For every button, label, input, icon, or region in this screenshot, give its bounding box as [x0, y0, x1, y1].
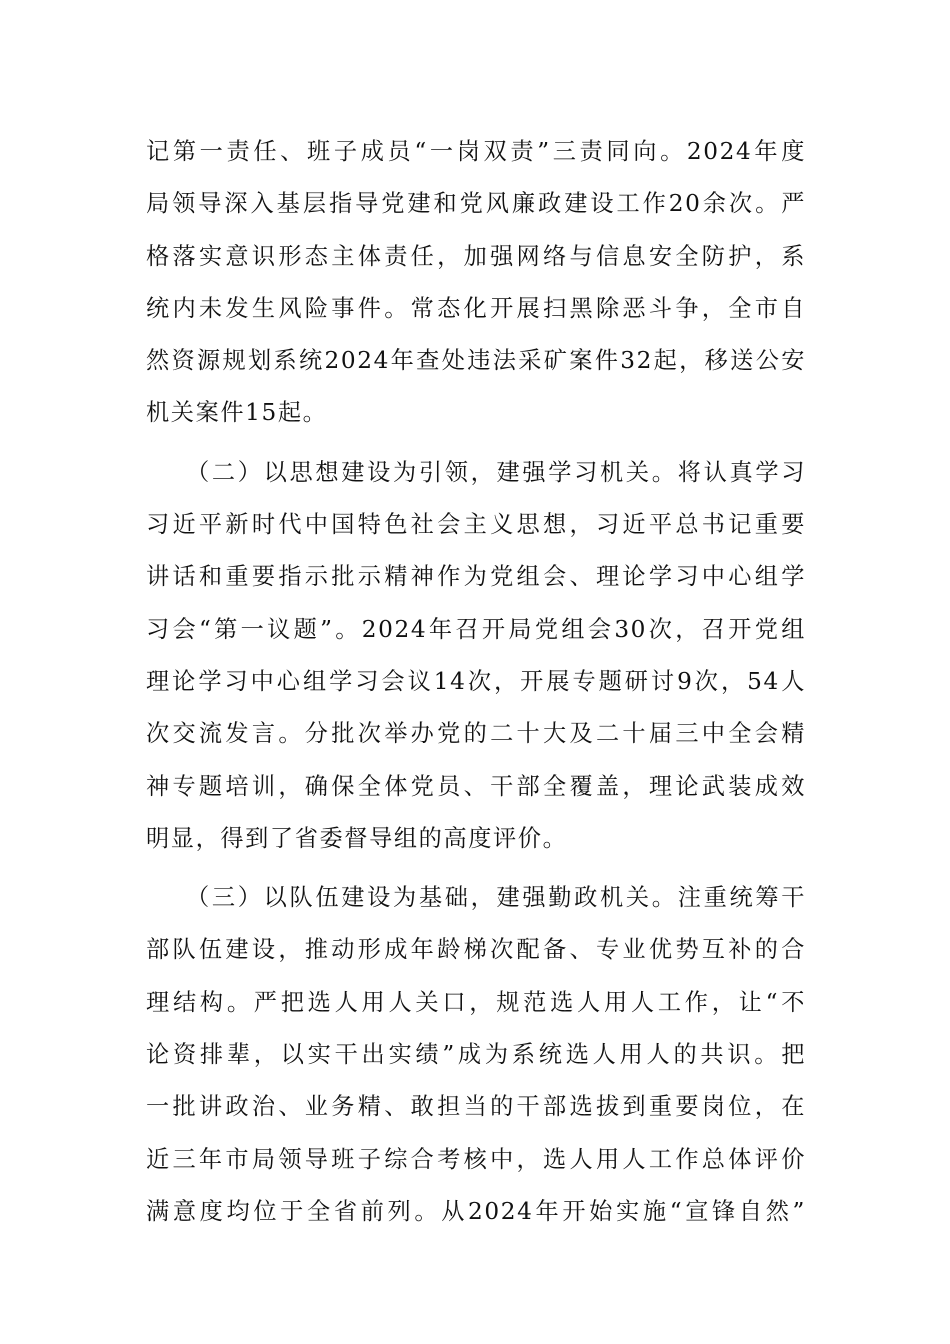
paragraph-3 [146, 878, 806, 1244]
text-line: 论资排辈，以实干出实绩”成为系统选人用人的共识。把 [146, 1041, 806, 1069]
text-line: 习近平新时代中国特色社会主义思想，习近平总书记重要 [146, 511, 806, 539]
text-line: 格落实意识形态主体责任，加强网络与信息安全防护，系 [146, 242, 806, 270]
text-line: 机关案件15起。 [146, 399, 328, 427]
text-line: 次交流发言。分批次举办党的二十大及二十届三中全会精 [146, 720, 806, 748]
text-line: 习会“第一议题”。2024年召开局党组会30次，召开党组 [146, 615, 806, 643]
text-line: 一批讲政治、业务精、敢担当的干部选拔到重要岗位，在 [146, 1093, 806, 1121]
text-line: （三）以队伍建设为基础，建强勤政机关。注重统筹干 [186, 884, 806, 912]
text-line: 明显，得到了省委督导组的高度评价。 [146, 824, 568, 852]
paragraph-gap [146, 871, 806, 878]
text-line: （二）以思想建设为引领，建强学习机关。将认真学习 [186, 458, 806, 486]
text-line: 局领导深入基层指导党建和党风廉政建设工作20余次。严 [146, 190, 806, 218]
paragraph-2 [146, 453, 806, 871]
text-line: 近三年市局领导班子综合考核中，选人用人工作总体评价 [146, 1145, 806, 1173]
paragraph-gap [146, 446, 806, 453]
text-line: 理结构。严把选人用人关口，规范选人用人工作，让“不 [146, 988, 806, 1016]
text-line: 理论学习中心组学习会议14次，开展专题研讨9次，54人 [146, 667, 806, 695]
text-line: 满意度均位于全省前列。从2024年开始实施“宣锋自然” [146, 1197, 806, 1225]
text-line: 神专题培训，确保全体党员、干部全覆盖，理论武装成效 [146, 772, 806, 800]
text-line: 然资源规划系统2024年查处违法采矿案件32起，移送公安 [146, 347, 806, 375]
paragraph-1 [146, 132, 806, 446]
text-line: 统内未发生风险事件。常态化开展扫黑除恶斗争，全市自 [146, 294, 806, 322]
text-line: 讲话和重要指示批示精神作为党组会、理论学习中心组学 [146, 563, 806, 591]
text-line: 部队伍建设，推动形成年龄梯次配备、专业优势互补的合 [146, 936, 806, 964]
text-line: 记第一责任、班子成员“一岗双责”三责同向。2024年度 [146, 138, 806, 165]
document-body [146, 132, 806, 1244]
